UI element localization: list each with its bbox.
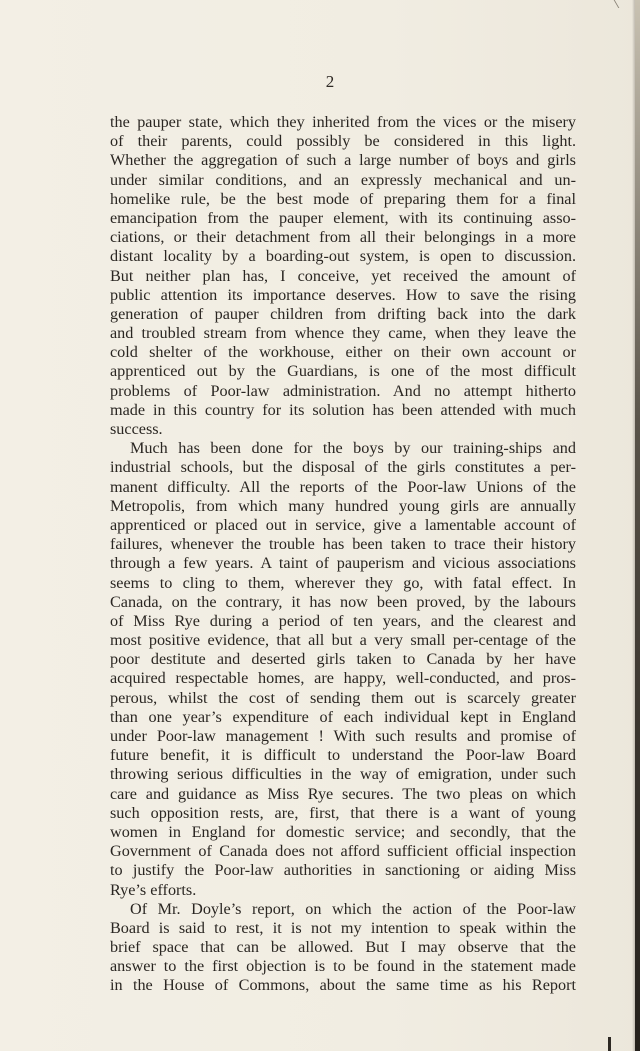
text-line: brief space that can be allowed. But I may observe that the (110, 938, 576, 957)
text-line: the pauper state, which they inherited from the vices or the misery (110, 113, 576, 131)
text-line: of their parents, could possibly be considered in this light. (110, 132, 576, 151)
text-line: problems of Poor-law administration. And no attempt hitherto (110, 381, 576, 400)
text-line: seems to cling to them, wherever they go, with fatal effect. In (110, 573, 576, 592)
page-corner-mark (604, 0, 620, 8)
text-line: poor destitute and deserted girls taken to Canada by her have (110, 650, 576, 669)
page-bottom-mark (608, 1037, 611, 1051)
text-line: failures, whenever the trouble has been taken to trace their history (110, 535, 576, 554)
text-line: But neither plan has, I conceive, yet received the amount of (110, 266, 576, 285)
text-line: ciations, or their detachment from all their belongings in a more (110, 228, 576, 247)
text-line: Government of Canada does not afford sufficient official inspection (110, 842, 576, 861)
text-line: public attention its importance deserves. How to save the rising (110, 285, 576, 304)
text-line: care and guidance as Miss Rye secures. The two pleas on which (110, 784, 576, 803)
text-line: such opposition rests, are, first, that there is a want of young (110, 803, 576, 822)
text-line: apprenticed out by the Guardians, is one of the most difficult (110, 362, 576, 381)
text-line: than one year’s expenditure of each individual kept in England (110, 707, 576, 726)
text-line: under similar conditions, and an expressly mechanical and un- (110, 170, 576, 189)
body-text (110, 113, 576, 996)
text-line: made in this country for its solution has been attended with much (110, 400, 576, 419)
text-line: success. (110, 420, 163, 438)
text-line: to justify the Poor-law authorities in sanctioning or aiding Miss (110, 861, 576, 880)
text-line: future benefit, it is difficult to understand the Poor-law Board (110, 746, 576, 765)
text-line: and troubled stream from whence they came, when they leave the (110, 324, 576, 343)
text-line: emancipation from the pauper element, with its continuing asso- (110, 208, 576, 227)
text-line: in the House of Commons, about the same time as his Report (110, 976, 576, 995)
text-line: women in England for domestic service; and secondly, that the (110, 822, 576, 841)
text-line: of Miss Rye during a period of ten years, and the clearest and (110, 611, 576, 630)
text-line: Canada, on the contrary, it has now been proved, by the labours (110, 592, 576, 611)
text-line: through a few years. A taint of pauperism and vicious associations (110, 554, 576, 573)
text-line: acquired respectable homes, are happy, well-conducted, and pros- (110, 669, 576, 688)
text-line: answer to the first objection is to be found in the statement made (110, 957, 576, 976)
text-line: Board is said to rest, it is not my intention to speak within the (110, 918, 576, 937)
page-number: 2 (325, 72, 335, 91)
text-line: Rye’s efforts. (110, 880, 197, 899)
text-line: manent difficulty. All the reports of the Poor-law Unions of the (110, 477, 576, 496)
page-binding-edge (635, 0, 640, 1051)
text-line: Metropolis, from which many hundred young girls are annually (110, 496, 576, 515)
text-line: industrial schools, but the disposal of the girls constitutes a per- (110, 458, 576, 477)
text-line: most positive evidence, that all but a very small per-centage of the (110, 631, 576, 650)
text-line: generation of pauper children from drifting back into the dark (110, 304, 576, 323)
text-line: under Poor-law management ! With such results and promise of (110, 727, 576, 745)
text-line: apprenticed or placed out in service, give a lamentable account of (110, 515, 576, 534)
text-line: cold shelter of the workhouse, either on their own account or (110, 343, 576, 362)
text-line: Much has been done for the boys by our training-ships and (130, 439, 576, 458)
text-line: distant locality by a boarding-out system, is open to discussion. (110, 247, 576, 266)
text-line: perous, whilst the cost of sending them out is scarcely greater (110, 688, 576, 707)
text-line: homelike rule, be the best mode of preparing them for a final (110, 189, 576, 208)
text-line: Whether the aggregation of such a large number of boys and girls (110, 151, 576, 170)
text-line: throwing serious difficulties in the way of emigration, under such (110, 765, 576, 784)
text-line: Of Mr. Doyle’s report, on which the action of the Poor-law (130, 899, 576, 918)
